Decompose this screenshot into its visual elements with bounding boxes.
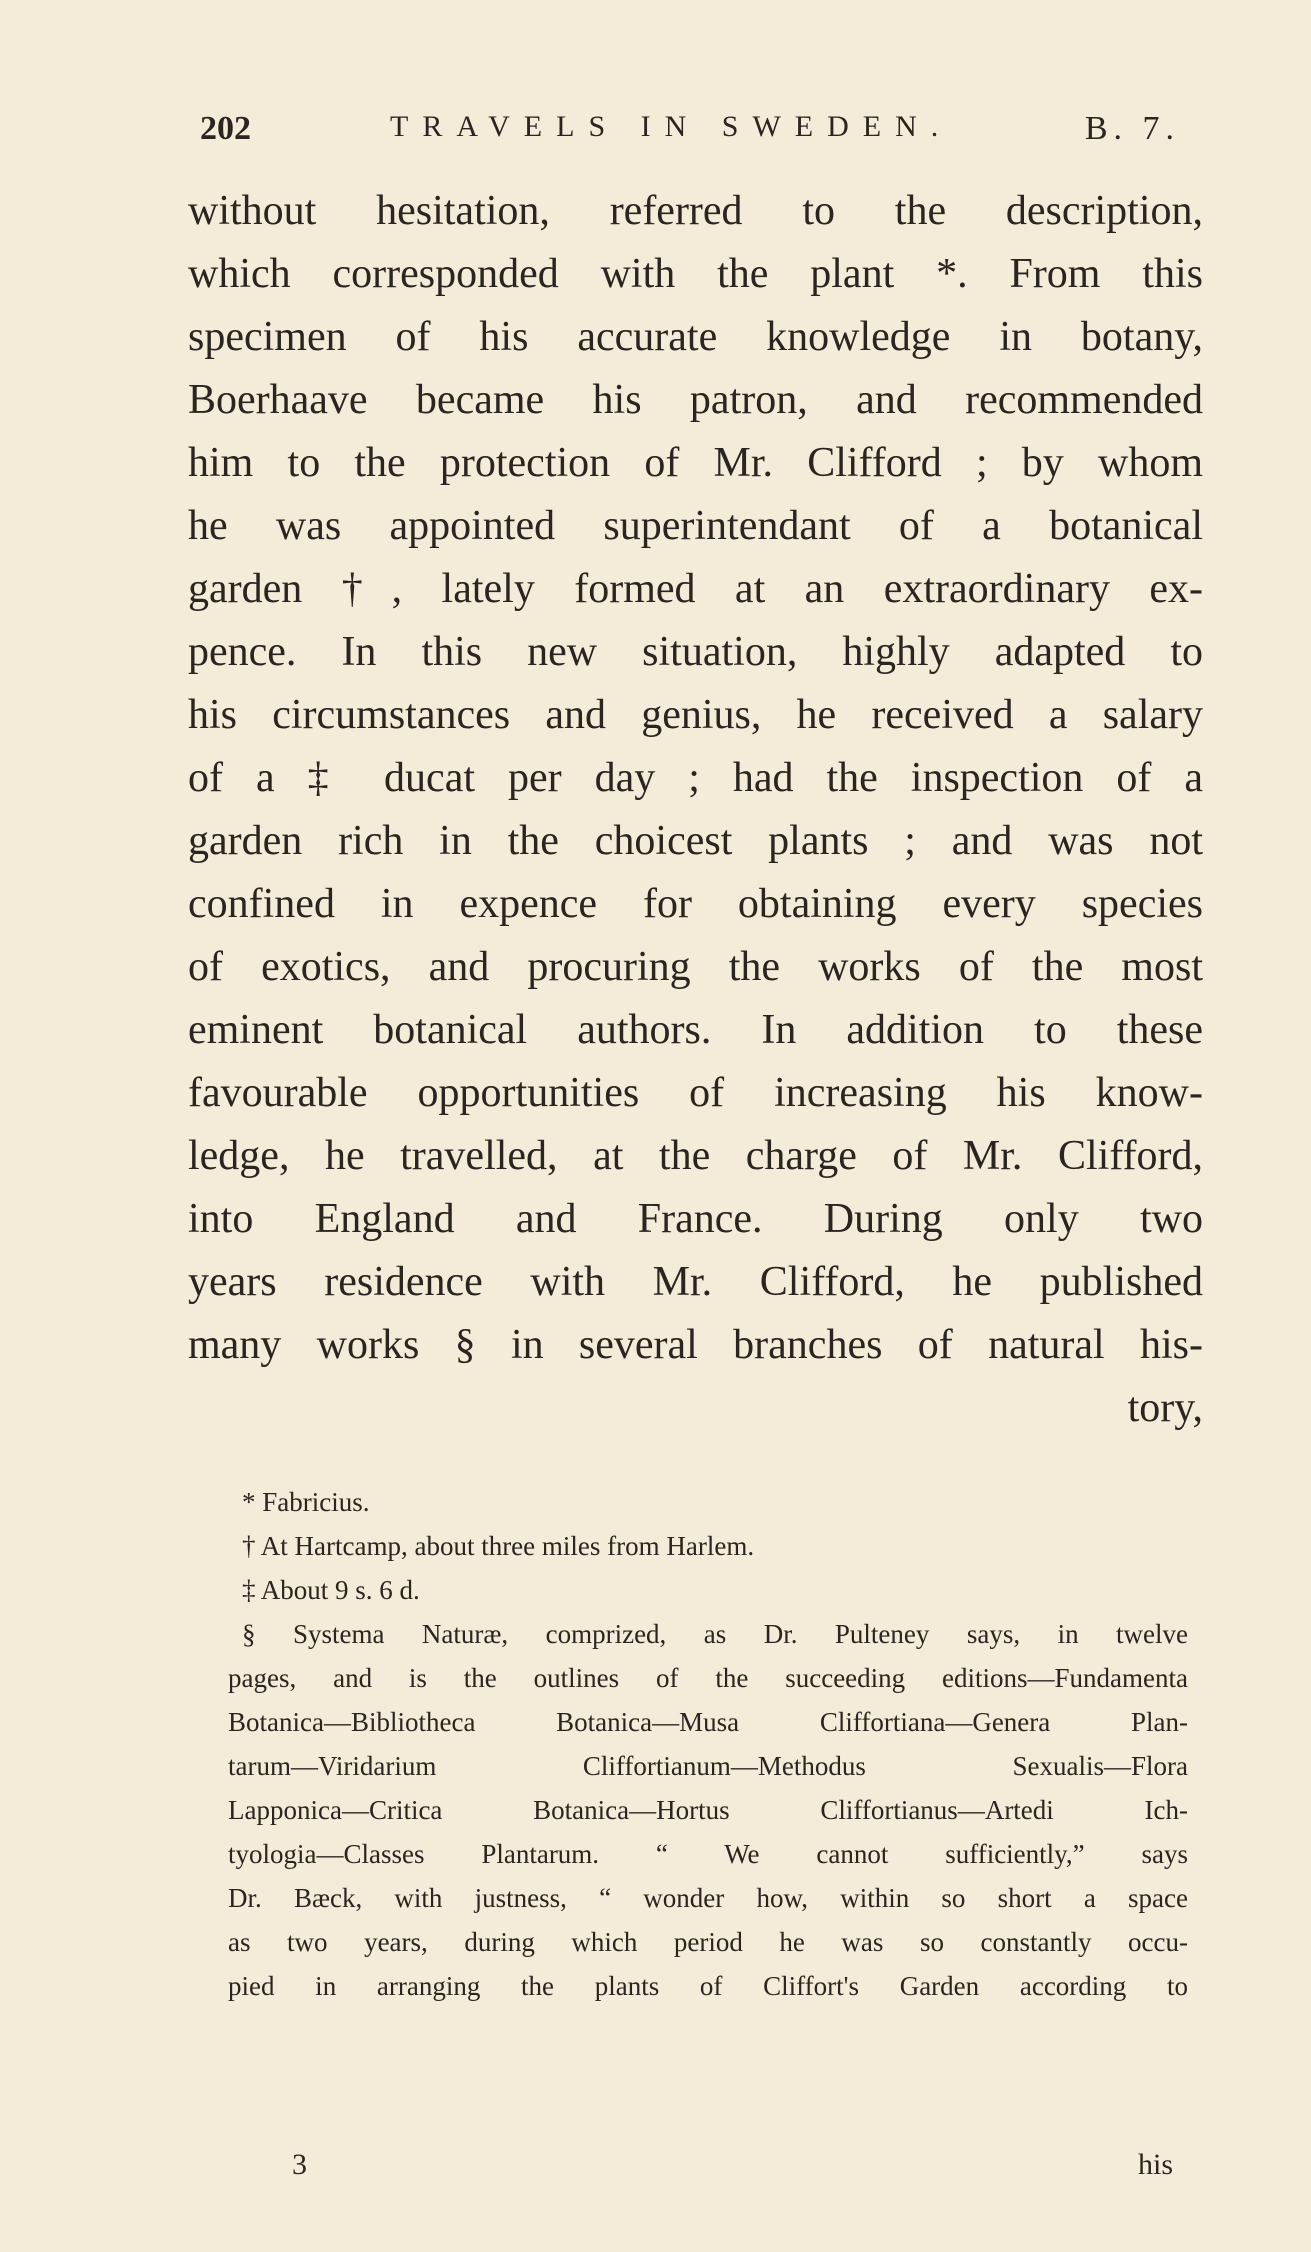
- text-line: confined in expence for obtaining every species: [188, 881, 1203, 927]
- footnote-4-line: Dr. Bæck, with justness, “ wonder how, within so short a space: [228, 1883, 1188, 1913]
- footnote-3: ‡ About 9 s. 6 d.: [242, 1575, 420, 1605]
- text-line: ledge, he travelled, at the charge of Mr. Clifford,: [188, 1133, 1203, 1179]
- footnote-4-line: pages, and is the outlines of the succeeding editions—Fundamenta: [228, 1663, 1188, 1693]
- text-line: Boerhaave became his patron, and recommended: [188, 377, 1203, 423]
- running-header: [200, 110, 1180, 160]
- catchword: his: [1138, 2148, 1174, 2181]
- footnotes: [228, 1480, 1188, 2008]
- footnote-4-line: as two years, during which period he was so constantly occu-: [228, 1927, 1188, 1957]
- footnote-4-line: tyologia—Classes Plantarum. “ We cannot sufficiently,” says: [228, 1839, 1188, 1869]
- body-text: [188, 180, 1203, 1440]
- footnote-1: * Fabricius.: [242, 1487, 370, 1517]
- text-line: garden †, lately formed at an extraordinary ex-: [188, 566, 1203, 612]
- footnote-4-line: tarum—Viridarium Cliffortianum—Methodus Sexualis—Flora: [228, 1751, 1188, 1781]
- page-foot: [0, 2148, 1311, 2198]
- text-line: of exotics, and procuring the works of the most: [188, 944, 1203, 990]
- text-line: eminent botanical authors. In addition to these: [188, 1007, 1203, 1053]
- text-line: which corresponded with the plant *. From this: [188, 251, 1203, 297]
- footnote-4-line: pied in arranging the plants of Cliffort's Garden according to: [228, 1971, 1188, 2001]
- text-line: he was appointed superintendant of a botanical: [188, 503, 1203, 549]
- text-line: many works § in several branches of natural his-: [188, 1322, 1203, 1368]
- running-title: TRAVELS IN SWEDEN.: [390, 110, 953, 143]
- text-line: his circumstances and genius, he received a salary: [188, 692, 1203, 738]
- book-number: B. 7.: [1084, 110, 1180, 147]
- text-line: into England and France. During only two: [188, 1196, 1203, 1242]
- page-number: 202: [200, 110, 251, 147]
- footnote-2: † At Hartcamp, about three miles from Harlem.: [242, 1531, 755, 1561]
- text-line: of a ‡ ducat per day ; had the inspection of a: [188, 755, 1203, 801]
- footnote-4-line: Botanica—Bibliotheca Botanica—Musa Cliffortiana—Genera Plan-: [228, 1707, 1188, 1737]
- text-line: him to the protection of Mr. Clifford ; by whom: [188, 440, 1203, 486]
- text-line: garden rich in the choicest plants ; and was not: [188, 818, 1203, 864]
- footnote-4-line: Lapponica—Critica Botanica—Hortus Cliffortianus—Artedi Ich-: [228, 1795, 1188, 1825]
- signature-mark: 3: [292, 2148, 307, 2181]
- text-line: specimen of his accurate knowledge in botany,: [188, 314, 1203, 360]
- text-line-last: tory,: [1127, 1385, 1203, 1431]
- text-line: years residence with Mr. Clifford, he published: [188, 1259, 1203, 1305]
- footnote-4-line: § Systema Naturæ, comprized, as Dr. Pulteney says, in twelve: [242, 1619, 1188, 1649]
- text-line: favourable opportunities of increasing his know-: [188, 1070, 1203, 1116]
- text-line: without hesitation, referred to the description,: [188, 188, 1203, 234]
- text-line: pence. In this new situation, highly adapted to: [188, 629, 1203, 675]
